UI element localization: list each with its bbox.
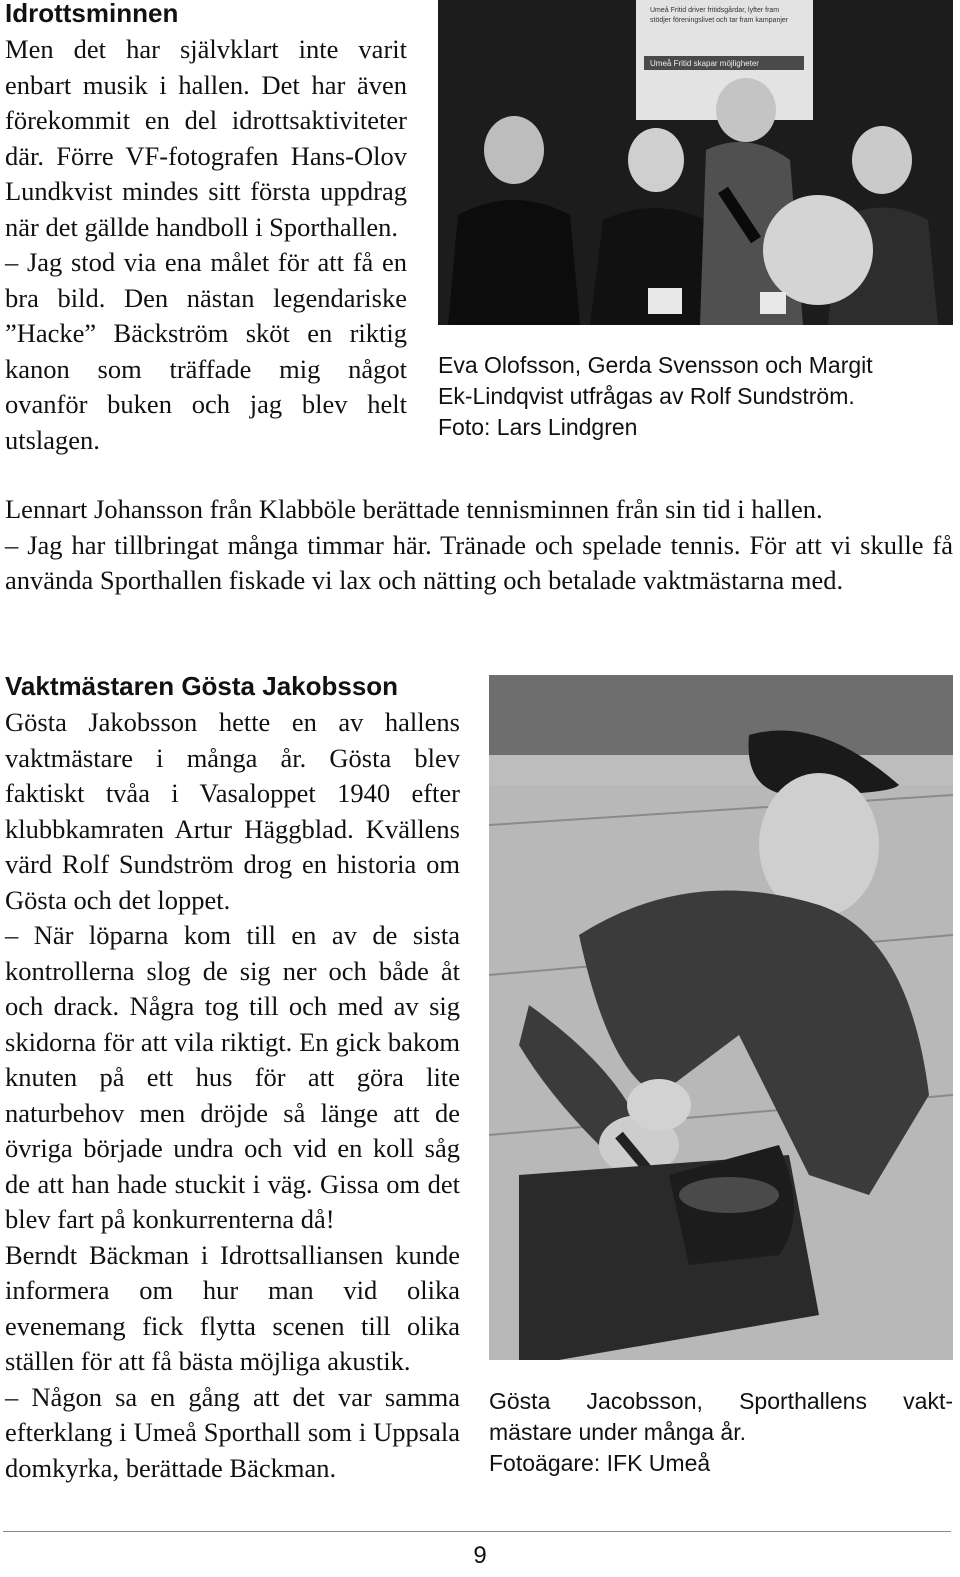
caption-line: Gösta Jacobsson, Sporthallens vakt- [489, 1388, 953, 1414]
photo-caption-panel [438, 350, 958, 443]
footer-rule [3, 1531, 951, 1532]
paragraph: – Jag har tillbringat många timmar här. Tränade och spelade tennis. För att vi skulle få använda Sporthallen fiskade vi lax och nätting och betalade vaktmästarna med. [5, 529, 953, 595]
paragraph: – Någon sa en gång att det var samma efterklang i Umeå Sporthall som i Uppsala domkyrka, berättade Bäckman. [5, 1381, 460, 1483]
poster-line: stödjer föreningslivet och tar fram kampanjer [650, 17, 789, 24]
caption-line: Eva Olofsson, Gerda Svensson och Margit [438, 352, 873, 378]
paragraph: – När löparna kom till en av de sista kontrollerna slog de sig ner och både åt och drack. Några tog till och med av sig skidorna för att vila riktigt. En gick bakom knuten på ett hus för att göra lite naturbehov men dröjde så länge att de övriga började undra och vid en koll såg de att han hade stuckit i väg. Gissa om det blev fart på konkurrenterna då! [5, 920, 460, 1234]
poster-line: Umeå Fritid driver fritidsgårdar, lyfter fram [650, 7, 780, 14]
paragraph: Men det har självklart inte varit enbart musik i hallen. Det har även förekommit en del idrottsaktiviteter där. Förre VF-fotografen Hans-Olov Lundkvist mindes sitt första uppdrag när det gällde handboll i Sporthallen. [5, 34, 407, 242]
paragraph: – Jag stod via ena målet för att få en bra bild. Den nästan legendariske ”Hacke” Bäckström sköt en riktig kanon som träffade mig något ovanför buken och jag blev helt utslagen. [5, 247, 407, 455]
article-column-left [5, 705, 460, 1486]
section-heading-idrottsminnen: Idrottsminnen [5, 0, 179, 28]
page-number: 9 [473, 1542, 487, 1569]
caption-line: Ek-Lindqvist utfrågas av Rolf Sundström. [438, 383, 855, 409]
photo-gosta-jacobsson [489, 675, 953, 1360]
paragraph: Lennart Johansson från Klabböle berättade tennisminnen från sin tid i hallen. [5, 494, 823, 524]
article-column-wide [5, 492, 953, 599]
photo-panel-discussion [438, 0, 953, 325]
caption-line: Foto: Lars Lindgren [438, 414, 638, 440]
gosta-photo-illustration [489, 675, 953, 1360]
section-heading-vaktmastaren: Vaktmästaren Gösta Jakobsson [5, 671, 399, 701]
caption-line: mästare under många år. [489, 1419, 746, 1445]
poster-line: Umeå Fritid skapar möjligheter [650, 59, 759, 68]
paragraph: Berndt Bäckman i Idrottsalliansen kunde informera om hur man vid olika evenemang fick flytta scenen till olika ställen för att få bästa möjliga akustik. [5, 1239, 460, 1376]
panel-photo-illustration [438, 0, 953, 325]
caption-line: Fotoägare: IFK Umeå [489, 1450, 711, 1476]
article-column-narrow [5, 32, 407, 458]
paragraph: Gösta Jakobsson hette en av hallens vaktmästare i många år. Gösta blev faktiskt tvåa i Vasaloppet 1940 efter klubbkamraten Artur Häggblad. Kvällens värd Rolf Sundström drog en historia om Gösta och det loppet. [5, 707, 460, 915]
photo-caption-gosta [489, 1386, 953, 1479]
